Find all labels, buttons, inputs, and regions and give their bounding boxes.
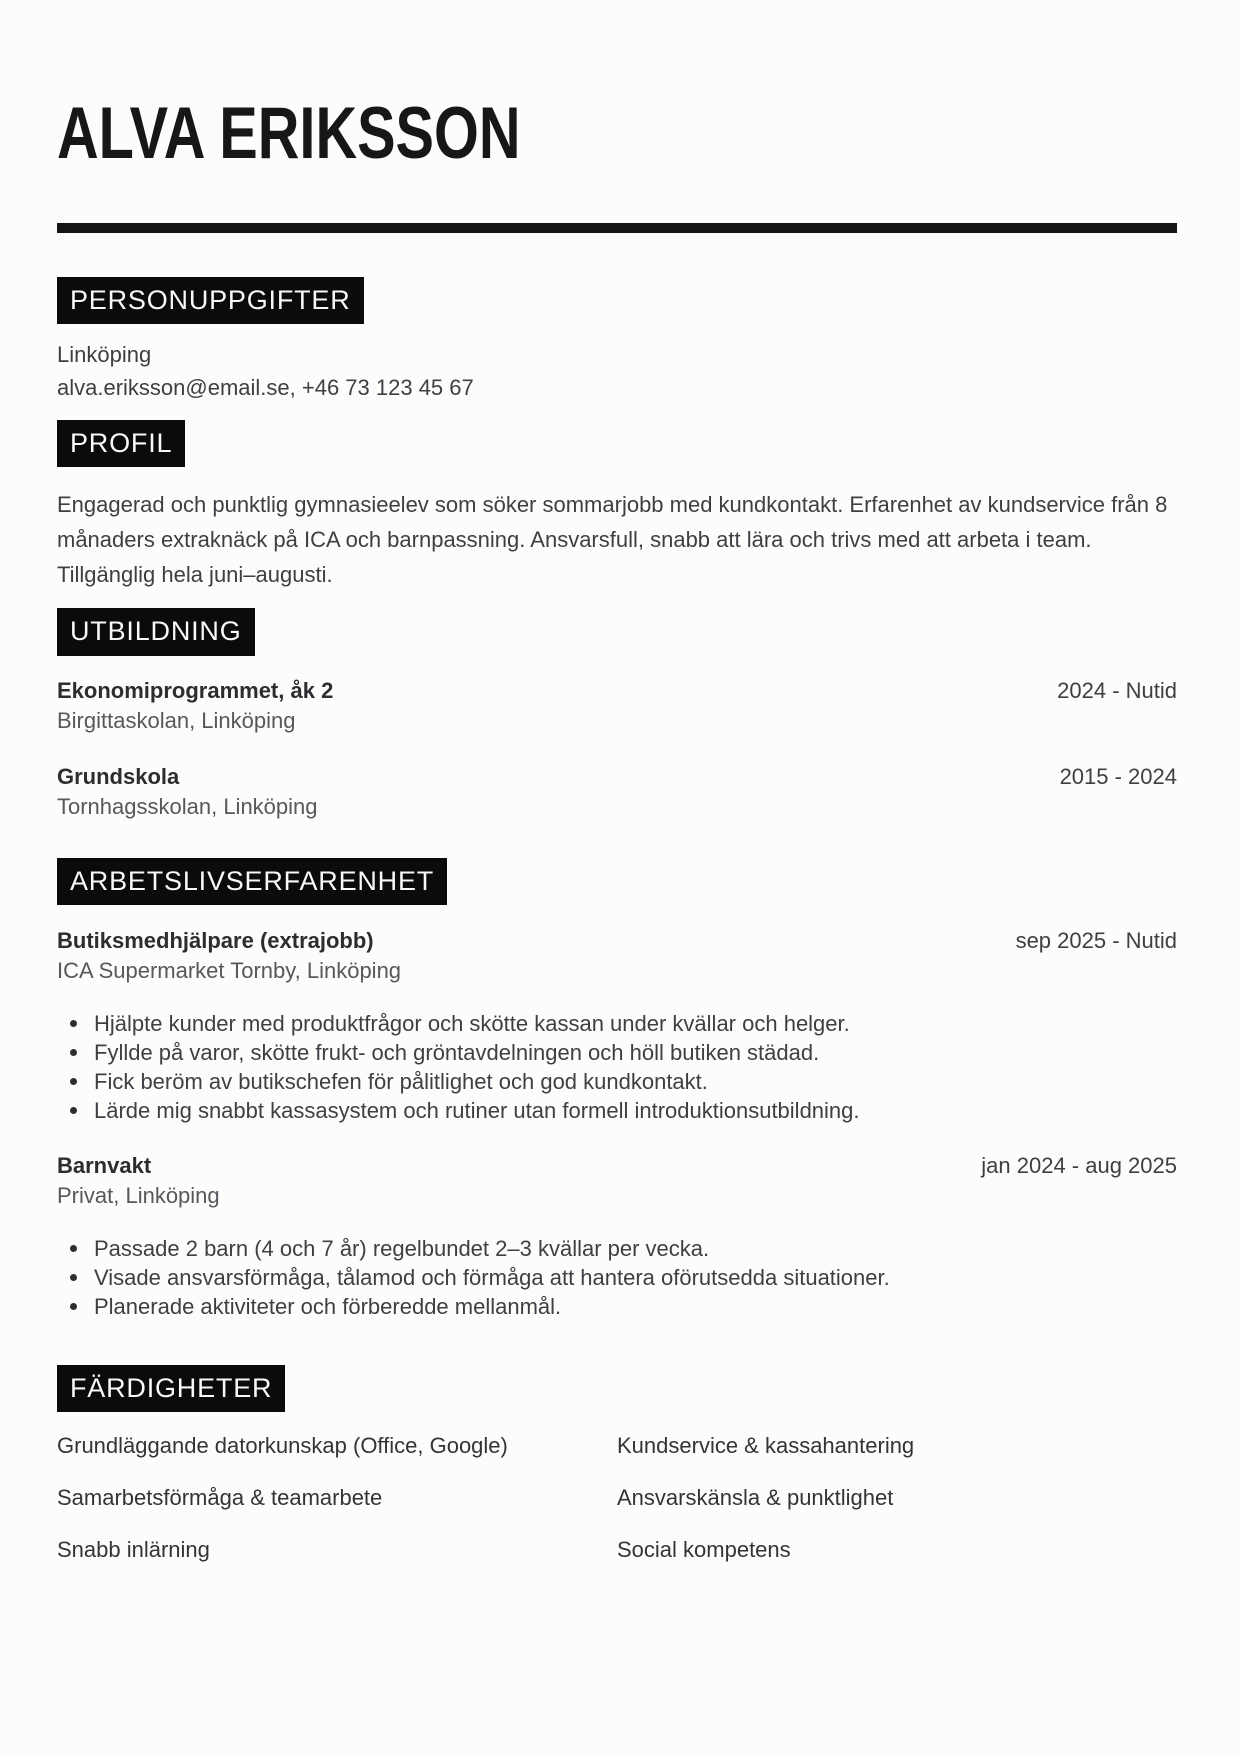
experience-entry-header <box>57 1151 1177 1181</box>
section-personal <box>57 233 1177 404</box>
experience-role: Butiksmedhjälpare (extrajobb) <box>57 927 374 953</box>
experience-entry-header <box>57 926 1177 956</box>
experience-entry <box>57 926 1177 1125</box>
education-degree: Grundskola <box>57 763 180 789</box>
education-school: Tornhagsskolan, Linköping <box>57 793 318 819</box>
skill-item: Grundläggande datorkunskap (Office, Google) <box>57 1433 508 1459</box>
experience-dates: sep 2025 - Nutid <box>1015 927 1177 953</box>
section-profile <box>57 404 1177 592</box>
experience-entry <box>57 1151 1177 1321</box>
education-entry <box>57 762 1177 822</box>
profile-text: Engagerad och punktlig gymnasieelev som söker sommarjobb med kundkontakt. Erfarenhet av kundservice från 8 månaders extraknäck på ICA och barnpassning. Ansvarsfull, snabb att lära och trivs med att arbeta i team. Tillgänglig hela juni–augusti. <box>57 492 1168 588</box>
section-skills <box>57 1321 1177 1562</box>
person-name: ALVA ERIKSSON <box>57 93 521 174</box>
section-title-profile: PROFIL <box>57 420 185 467</box>
education-entry <box>57 676 1177 736</box>
experience-dates: jan 2024 - aug 2025 <box>981 1152 1177 1178</box>
experience-bullet-list <box>57 1009 1177 1125</box>
contact-block <box>57 338 1177 404</box>
section-experience <box>57 822 1177 1321</box>
skill-item: Kundservice & kassahantering <box>617 1433 915 1459</box>
experience-bullet: Fyllde på varor, skötte frukt- och gröntavdelningen och höll butiken städad. <box>57 1038 1177 1067</box>
education-entry-header <box>57 762 1177 792</box>
experience-employer: ICA Supermarket Tornby, Linköping <box>57 957 402 983</box>
education-entry-header <box>57 676 1177 706</box>
skill-item: Samarbetsförmåga & teamarbete <box>57 1485 383 1511</box>
section-title-experience: ARBETSLIVSERFARENHET <box>57 858 447 905</box>
experience-bullet: Visade ansvarsförmåga, tålamod och förmåga att hantera oförutsedda situationer. <box>57 1263 1177 1292</box>
experience-bullet: Fick beröm av butikschefen för pålitlighet och god kundkontakt. <box>57 1067 1177 1096</box>
header-divider-rule <box>57 223 1177 233</box>
education-school: Birgittaskolan, Linköping <box>57 707 296 733</box>
section-title-skills: FÄRDIGHETER <box>57 1365 285 1412</box>
education-dates: 2015 - 2024 <box>1059 763 1177 789</box>
education-dates: 2024 - Nutid <box>1057 677 1177 703</box>
education-degree: Ekonomiprogrammet, åk 2 <box>57 677 334 703</box>
experience-bullet-list <box>57 1234 1177 1321</box>
skills-grid <box>57 1433 1177 1562</box>
experience-bullet: Lärde mig snabbt kassasystem och rutiner utan formell introduktionsutbildning. <box>57 1096 1177 1125</box>
section-title-personal: PERSONUPPGIFTER <box>57 277 364 324</box>
experience-role: Barnvakt <box>57 1152 152 1178</box>
contact-email-phone: alva.eriksson@email.se, +46 73 123 45 67 <box>57 375 474 401</box>
section-title-education: UTBILDNING <box>57 608 255 655</box>
skill-item: Snabb inlärning <box>57 1537 210 1563</box>
skill-item: Social kompetens <box>617 1537 791 1563</box>
experience-bullet: Passade 2 barn (4 och 7 år) regelbundet 2–3 kvällar per vecka. <box>57 1234 1177 1263</box>
section-education <box>57 592 1177 821</box>
skill-item: Ansvarskänsla & punktlighet <box>617 1485 894 1511</box>
experience-employer: Privat, Linköping <box>57 1182 220 1208</box>
contact-location: Linköping <box>57 342 152 368</box>
experience-bullet: Hjälpte kunder med produktfrågor och skötte kassan under kvällar och helger. <box>57 1009 1177 1038</box>
experience-bullet: Planerade aktiviteter och förberedde mellanmål. <box>57 1292 1177 1321</box>
